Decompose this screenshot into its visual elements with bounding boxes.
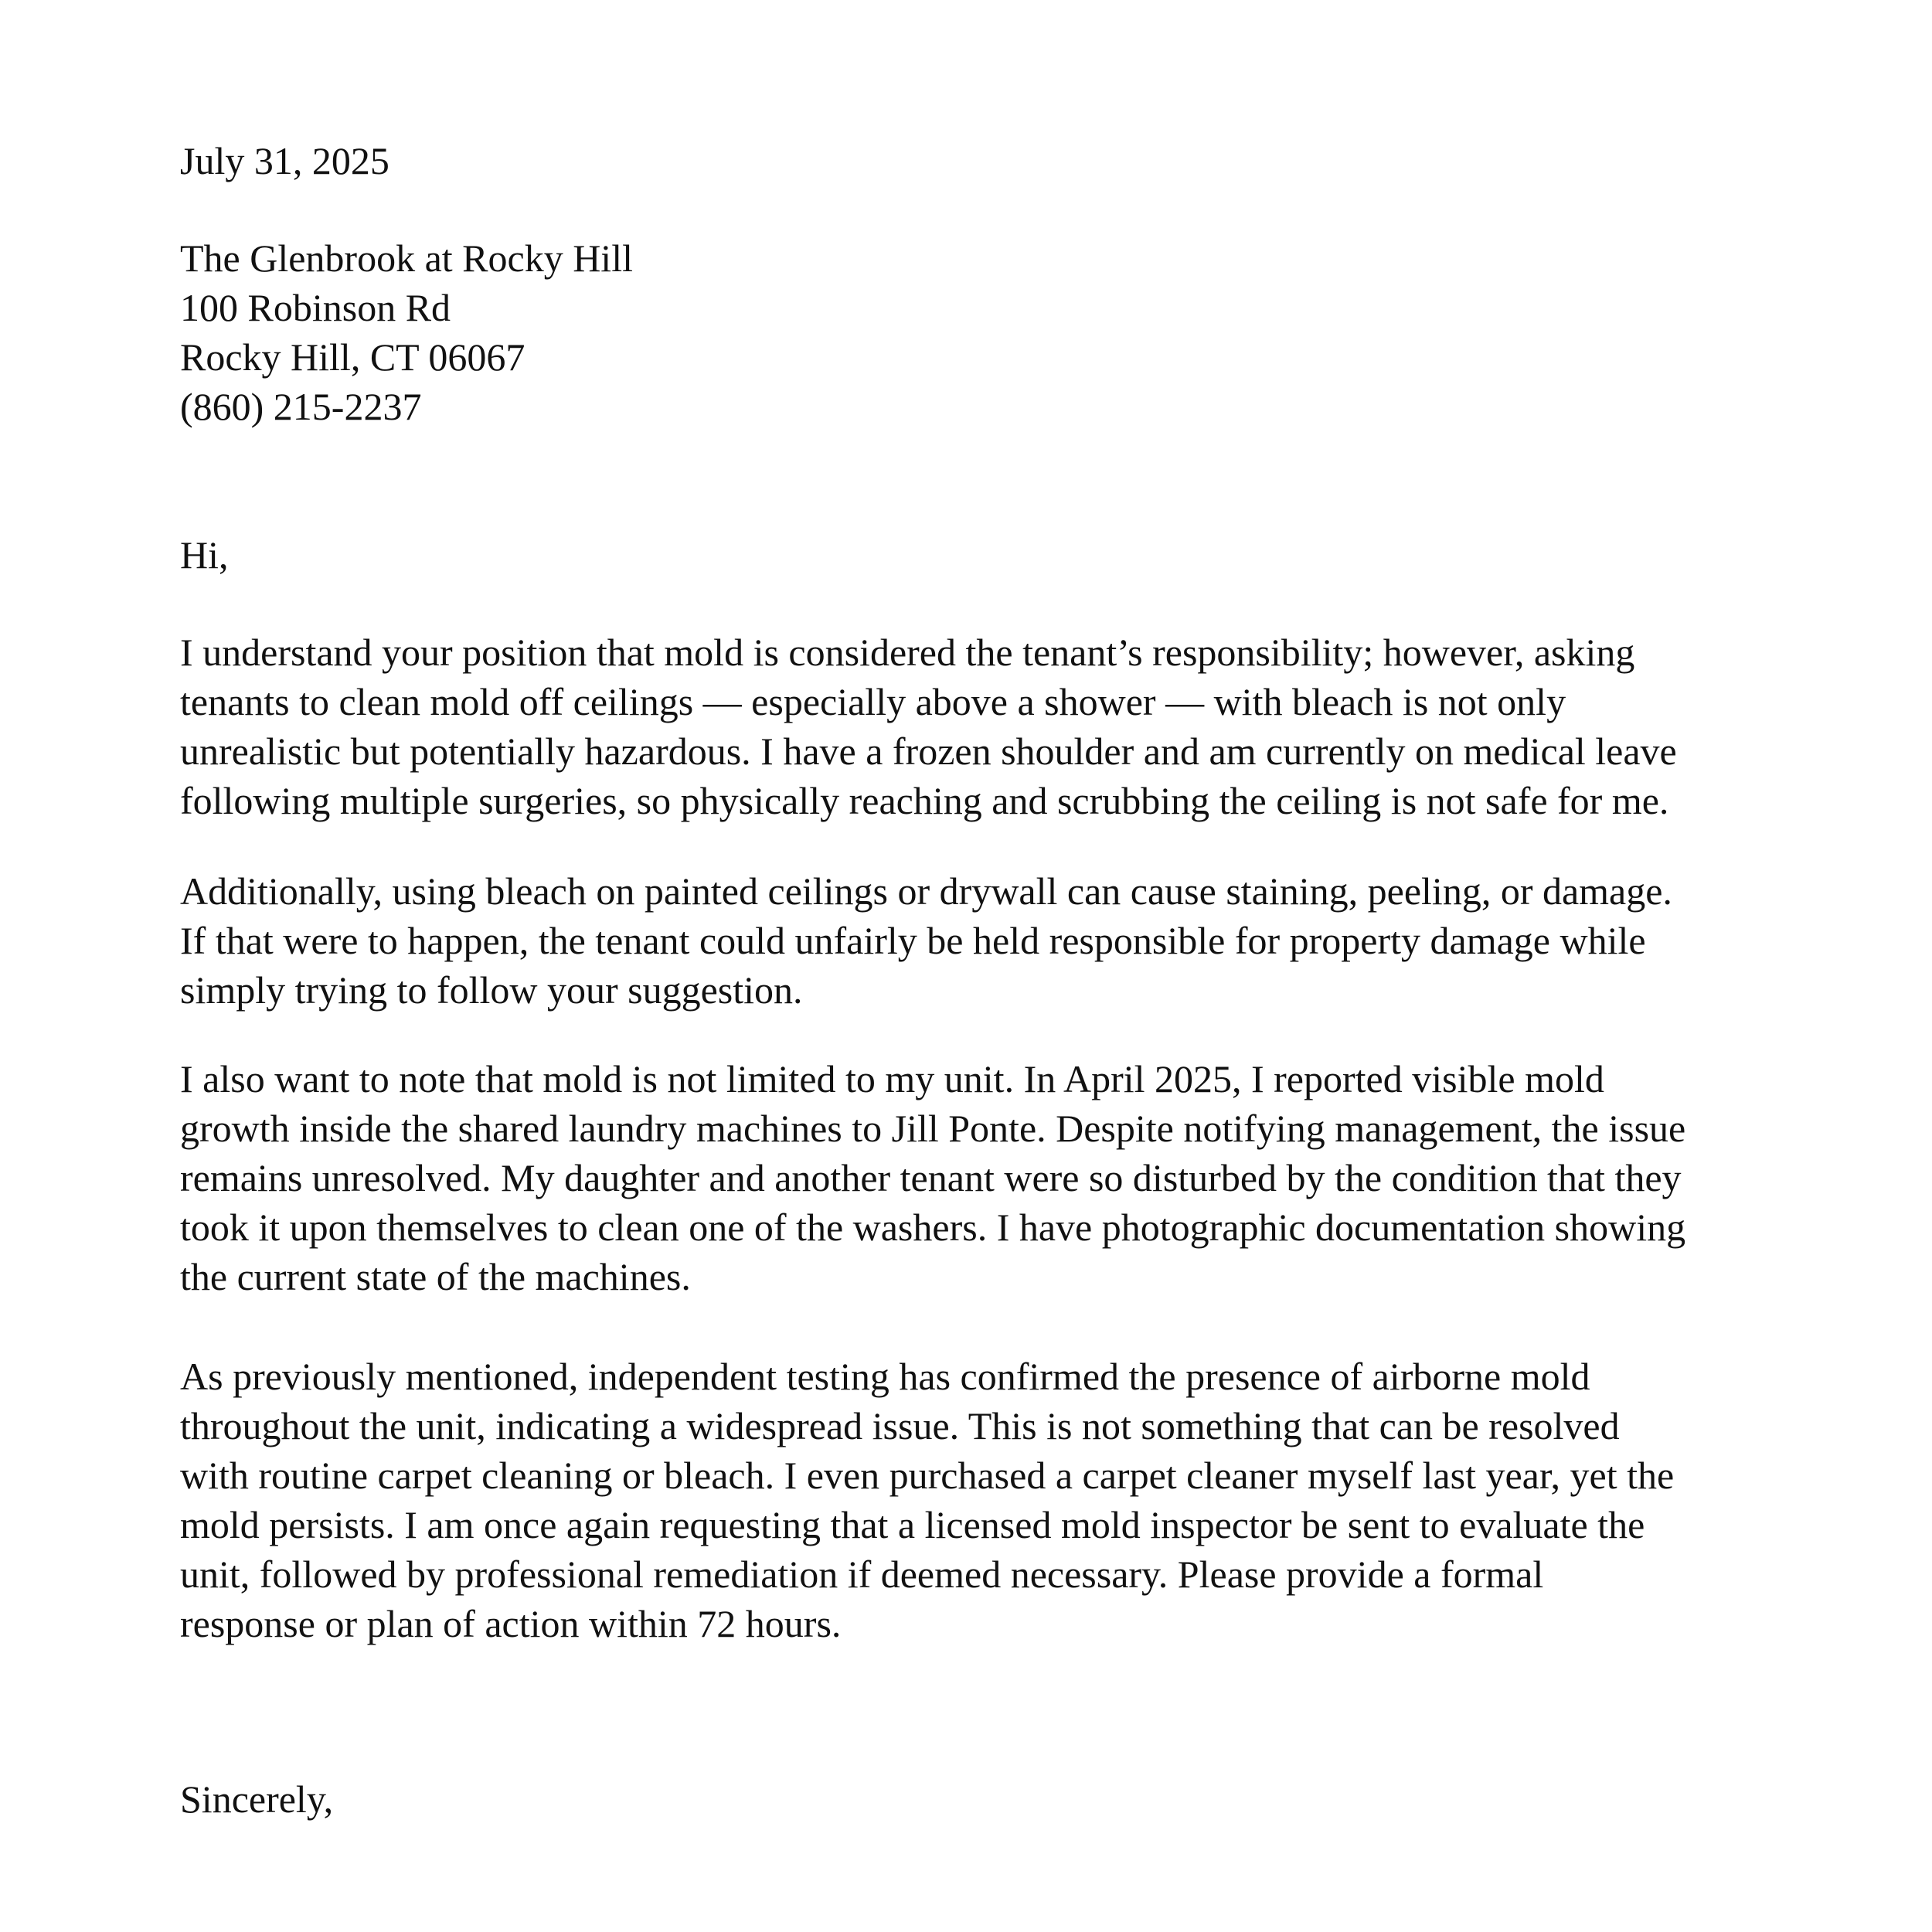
recipient-address	[180, 233, 1834, 431]
paragraph-line: I also want to note that mold is not limited to my unit. In April 2025, I reported visible mold	[180, 1057, 1604, 1100]
paragraph-line: the current state of the machines.	[180, 1255, 691, 1298]
paragraph-line: If that were to happen, the tenant could unfairly be held responsible for property damage while	[180, 919, 1646, 962]
paragraph-4	[180, 1352, 1834, 1648]
paragraph-line: unrealistic but potentially hazardous. I have a frozen shoulder and am currently on medical leave	[180, 730, 1677, 773]
closing-text: Sincerely,	[180, 1777, 334, 1821]
paragraph-line: simply trying to follow your suggestion.	[180, 968, 803, 1012]
date-text: July 31, 2025	[180, 139, 389, 182]
recipient-city-state-zip: Rocky Hill, CT 06067	[180, 335, 526, 379]
paragraph-line: As previously mentioned, independent testing has confirmed the presence of airborne mold	[180, 1355, 1590, 1398]
recipient-name: The Glenbrook at Rocky Hill	[180, 236, 633, 280]
paragraph-line: I understand your position that mold is considered the tenant’s responsibility; however, asking	[180, 631, 1635, 674]
paragraph-2	[180, 866, 1834, 1015]
paragraph-line: unit, followed by professional remediation if deemed necessary. Please provide a formal	[180, 1553, 1544, 1596]
paragraph-line: throughout the unit, indicating a widespread issue. This is not something that can be resolved	[180, 1404, 1620, 1447]
paragraph-line: tenants to clean mold off ceilings — especially above a shower — with bleach is not only	[180, 680, 1566, 723]
paragraph-line: mold persists. I am once again requesting that a licensed mold inspector be sent to evaluate the	[180, 1503, 1645, 1546]
paragraph-line: took it upon themselves to clean one of the washers. I have photographic documentation showing	[180, 1206, 1686, 1249]
paragraph-line: with routine carpet cleaning or bleach. I even purchased a carpet cleaner myself last year, yet the	[180, 1454, 1675, 1497]
recipient-street: 100 Robinson Rd	[180, 286, 451, 329]
paragraph-3	[180, 1054, 1834, 1301]
paragraph-line: growth inside the shared laundry machines to Jill Ponte. Despite notifying management, the issue	[180, 1107, 1686, 1150]
letter-date	[180, 136, 1834, 185]
paragraph-line: response or plan of action within 72 hours.	[180, 1602, 842, 1645]
recipient-phone: (860) 215-2237	[180, 385, 422, 428]
paragraph-1	[180, 628, 1834, 825]
greeting-text: Hi,	[180, 533, 229, 577]
paragraph-line: remains unresolved. My daughter and another tenant were so disturbed by the condition that they	[180, 1156, 1682, 1199]
paragraph-line: following multiple surgeries, so physically reaching and scrubbing the ceiling is not safe for me.	[180, 779, 1669, 822]
paragraph-line: Additionally, using bleach on painted ceilings or drywall can cause staining, peeling, or damage.	[180, 869, 1672, 913]
letter-closing	[180, 1774, 1834, 1824]
letter-greeting	[180, 530, 1834, 580]
